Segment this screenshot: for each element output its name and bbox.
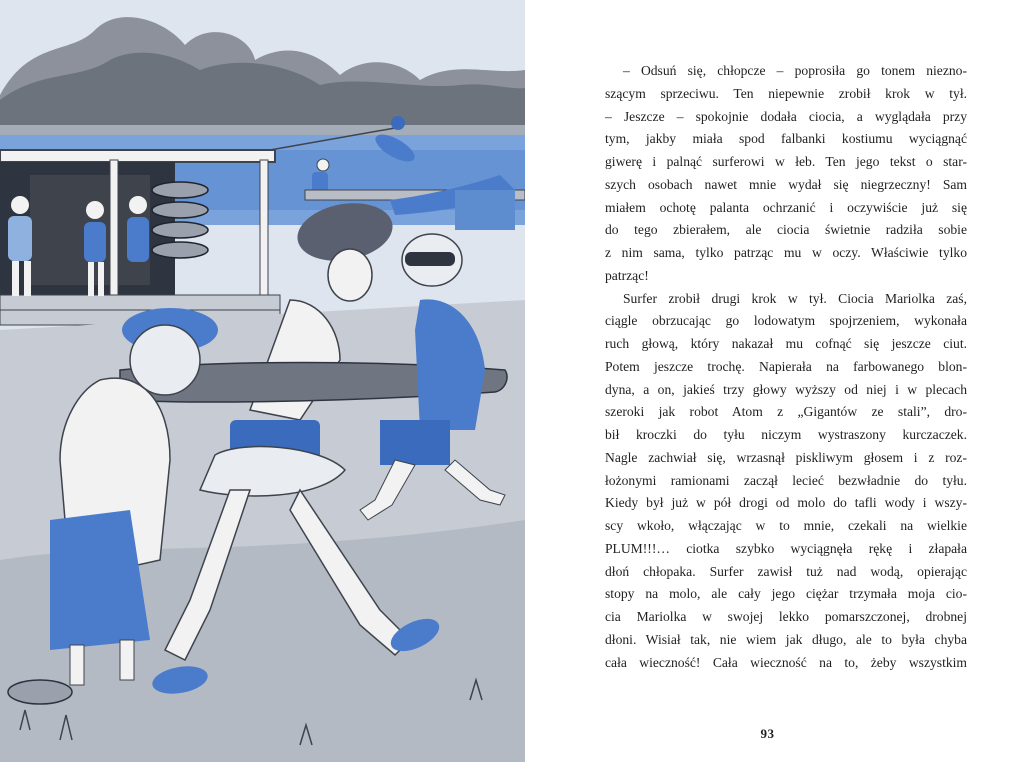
- text-line: – Jeszcze – spokojnie dodała ciocia, a wyglądała przy: [605, 108, 967, 124]
- text-line: szeroki jak robot Atom z „Gigantów ze stali”, dro-: [605, 404, 967, 420]
- text-line: ciągle obrzucając go lodowatym spojrzeniem, wykonała: [605, 313, 967, 329]
- text-line: szącym sprzeciwu. Ten niepewnie zrobił krok w tył.: [605, 85, 967, 101]
- text-line: cia Mariolka w swojej lekko pomarszczonej, drobnej: [605, 609, 967, 624]
- text-page: [525, 0, 1010, 762]
- text-line: giwerę i palnąć surferowi w łeb. Ten jego tekst o star-: [605, 154, 967, 169]
- text-line: z nim sama, tylko patrząc mu w oczy. Właściwie tylko: [605, 245, 967, 260]
- text-line: Nagle zachwiał się, wrzasnął piskliwym głosem i z roz-: [605, 449, 967, 465]
- text-line: ruch głową, który nakazał mu cofnąć się jeszcze ciut.: [605, 336, 967, 351]
- text-line: cała wieczność! Cała wieczność na to, żeby wszystkim: [605, 654, 967, 670]
- text-line: Kiedy był już w pół drogi od molo do tafli wody i wszy-: [605, 495, 967, 511]
- text-line: stopy na molo, ale cały jego ciężar trzymała moja cio-: [605, 586, 967, 602]
- text-line: szych osobach nawet mnie wydał się niegrzeczny! Sam: [605, 176, 967, 192]
- text-line: łożonymi ramionami zaczął lecieć bezwładnie do tyłu.: [605, 472, 967, 488]
- text-line: scy wkoło, włączając w to mnie, czekali na wielkie: [605, 518, 967, 533]
- page-text: [605, 60, 967, 674]
- text-line: dłoń chłopaka. Surfer zawisł tuż nad wodą, opierając: [605, 563, 967, 579]
- text-line: patrząc!: [605, 267, 649, 283]
- text-line: Potem jeszcze trochę. Napierała na farbowanego blon-: [605, 358, 967, 374]
- text-line: do tego zbierałem, ale ciocia świetnie radziła sobie: [605, 222, 967, 238]
- text-line: miałem ochotę palanta ochrzanić i oczywiście już się: [605, 199, 967, 215]
- text-line: dyna, a on, jakieś trzy głowy wyższy od niej i w plecach: [605, 381, 967, 397]
- page-number: 93: [760, 726, 775, 741]
- text-line: – Odsuń się, chłopcze – poprosiła go tonem niezno-: [623, 63, 967, 78]
- text-line: Surfer zrobił drugi krok w tył. Ciocia Mariolka zaś,: [623, 290, 967, 306]
- text-line: dłoni. Wisiał tak, nie wiem jak długo, ale to była chyba: [605, 631, 967, 647]
- text-line: tym, jakby miała spod falbanki kostiumu wyciągnąć: [605, 131, 967, 147]
- text-line: bił kroczki do tyłu niczym wystraszony kurczaczek.: [605, 427, 967, 442]
- text-line: PLUM!!!… ciotka szybko wyciągnęła rękę i złapała: [605, 540, 967, 556]
